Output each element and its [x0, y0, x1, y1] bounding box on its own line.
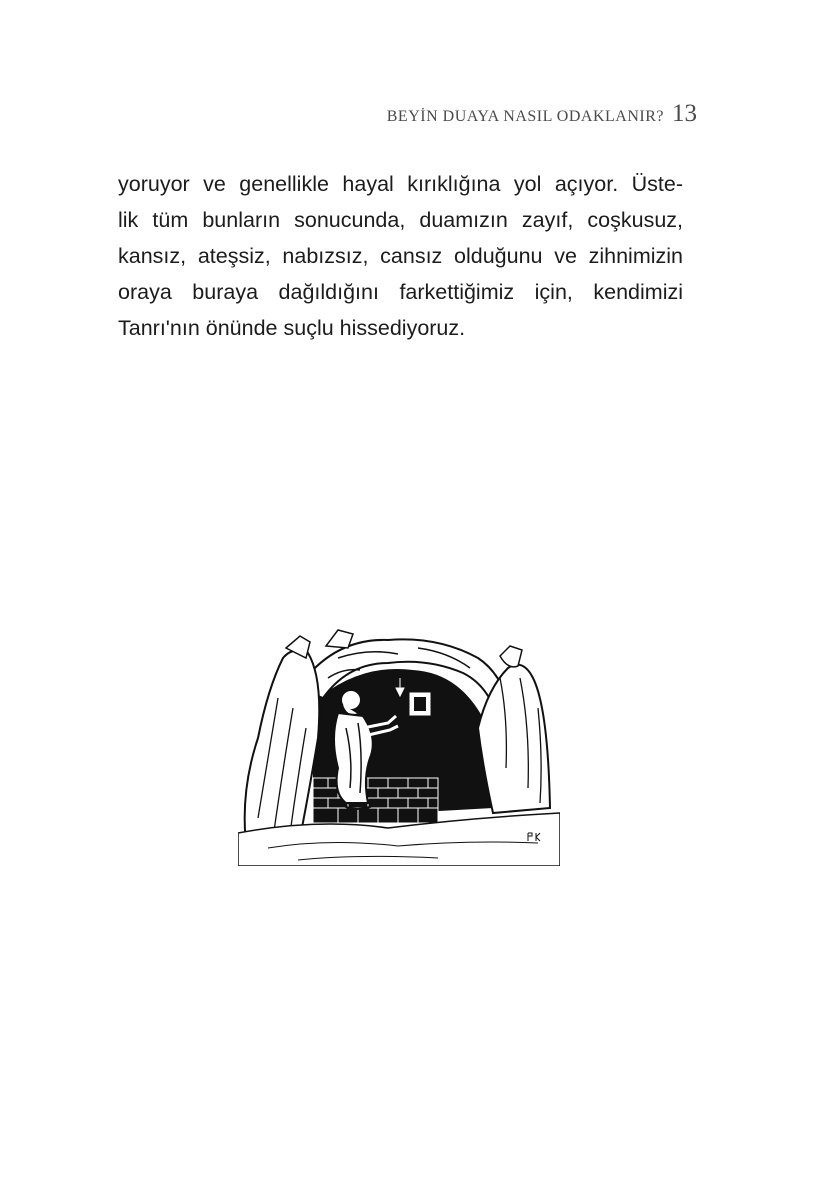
body-paragraph	[118, 166, 683, 346]
text-line: kansız, ateşsiz, nabızsız, cansız olduğunu ve zihnimizin	[118, 244, 683, 268]
running-title: BEYİN DUAYA NASIL ODAKLANIR?	[386, 108, 664, 125]
text-line: Tanrı'nın önünde suçlu hissediyoruz.	[118, 316, 466, 340]
cave-prayer-illustration	[238, 618, 560, 866]
text-line: lik tüm bunların sonucunda, duamızın zayıf, coşkusuz,	[118, 208, 683, 232]
page-number: 13	[672, 100, 697, 127]
text-line: yoruyor ve genellikle hayal kırıklığına yol açıyor. Üste-	[118, 172, 683, 196]
brick-wall	[313, 778, 438, 823]
running-head	[387, 100, 697, 128]
text-line: oraya buraya dağıldığını farkettiğimiz için, kendimizi	[118, 280, 683, 304]
